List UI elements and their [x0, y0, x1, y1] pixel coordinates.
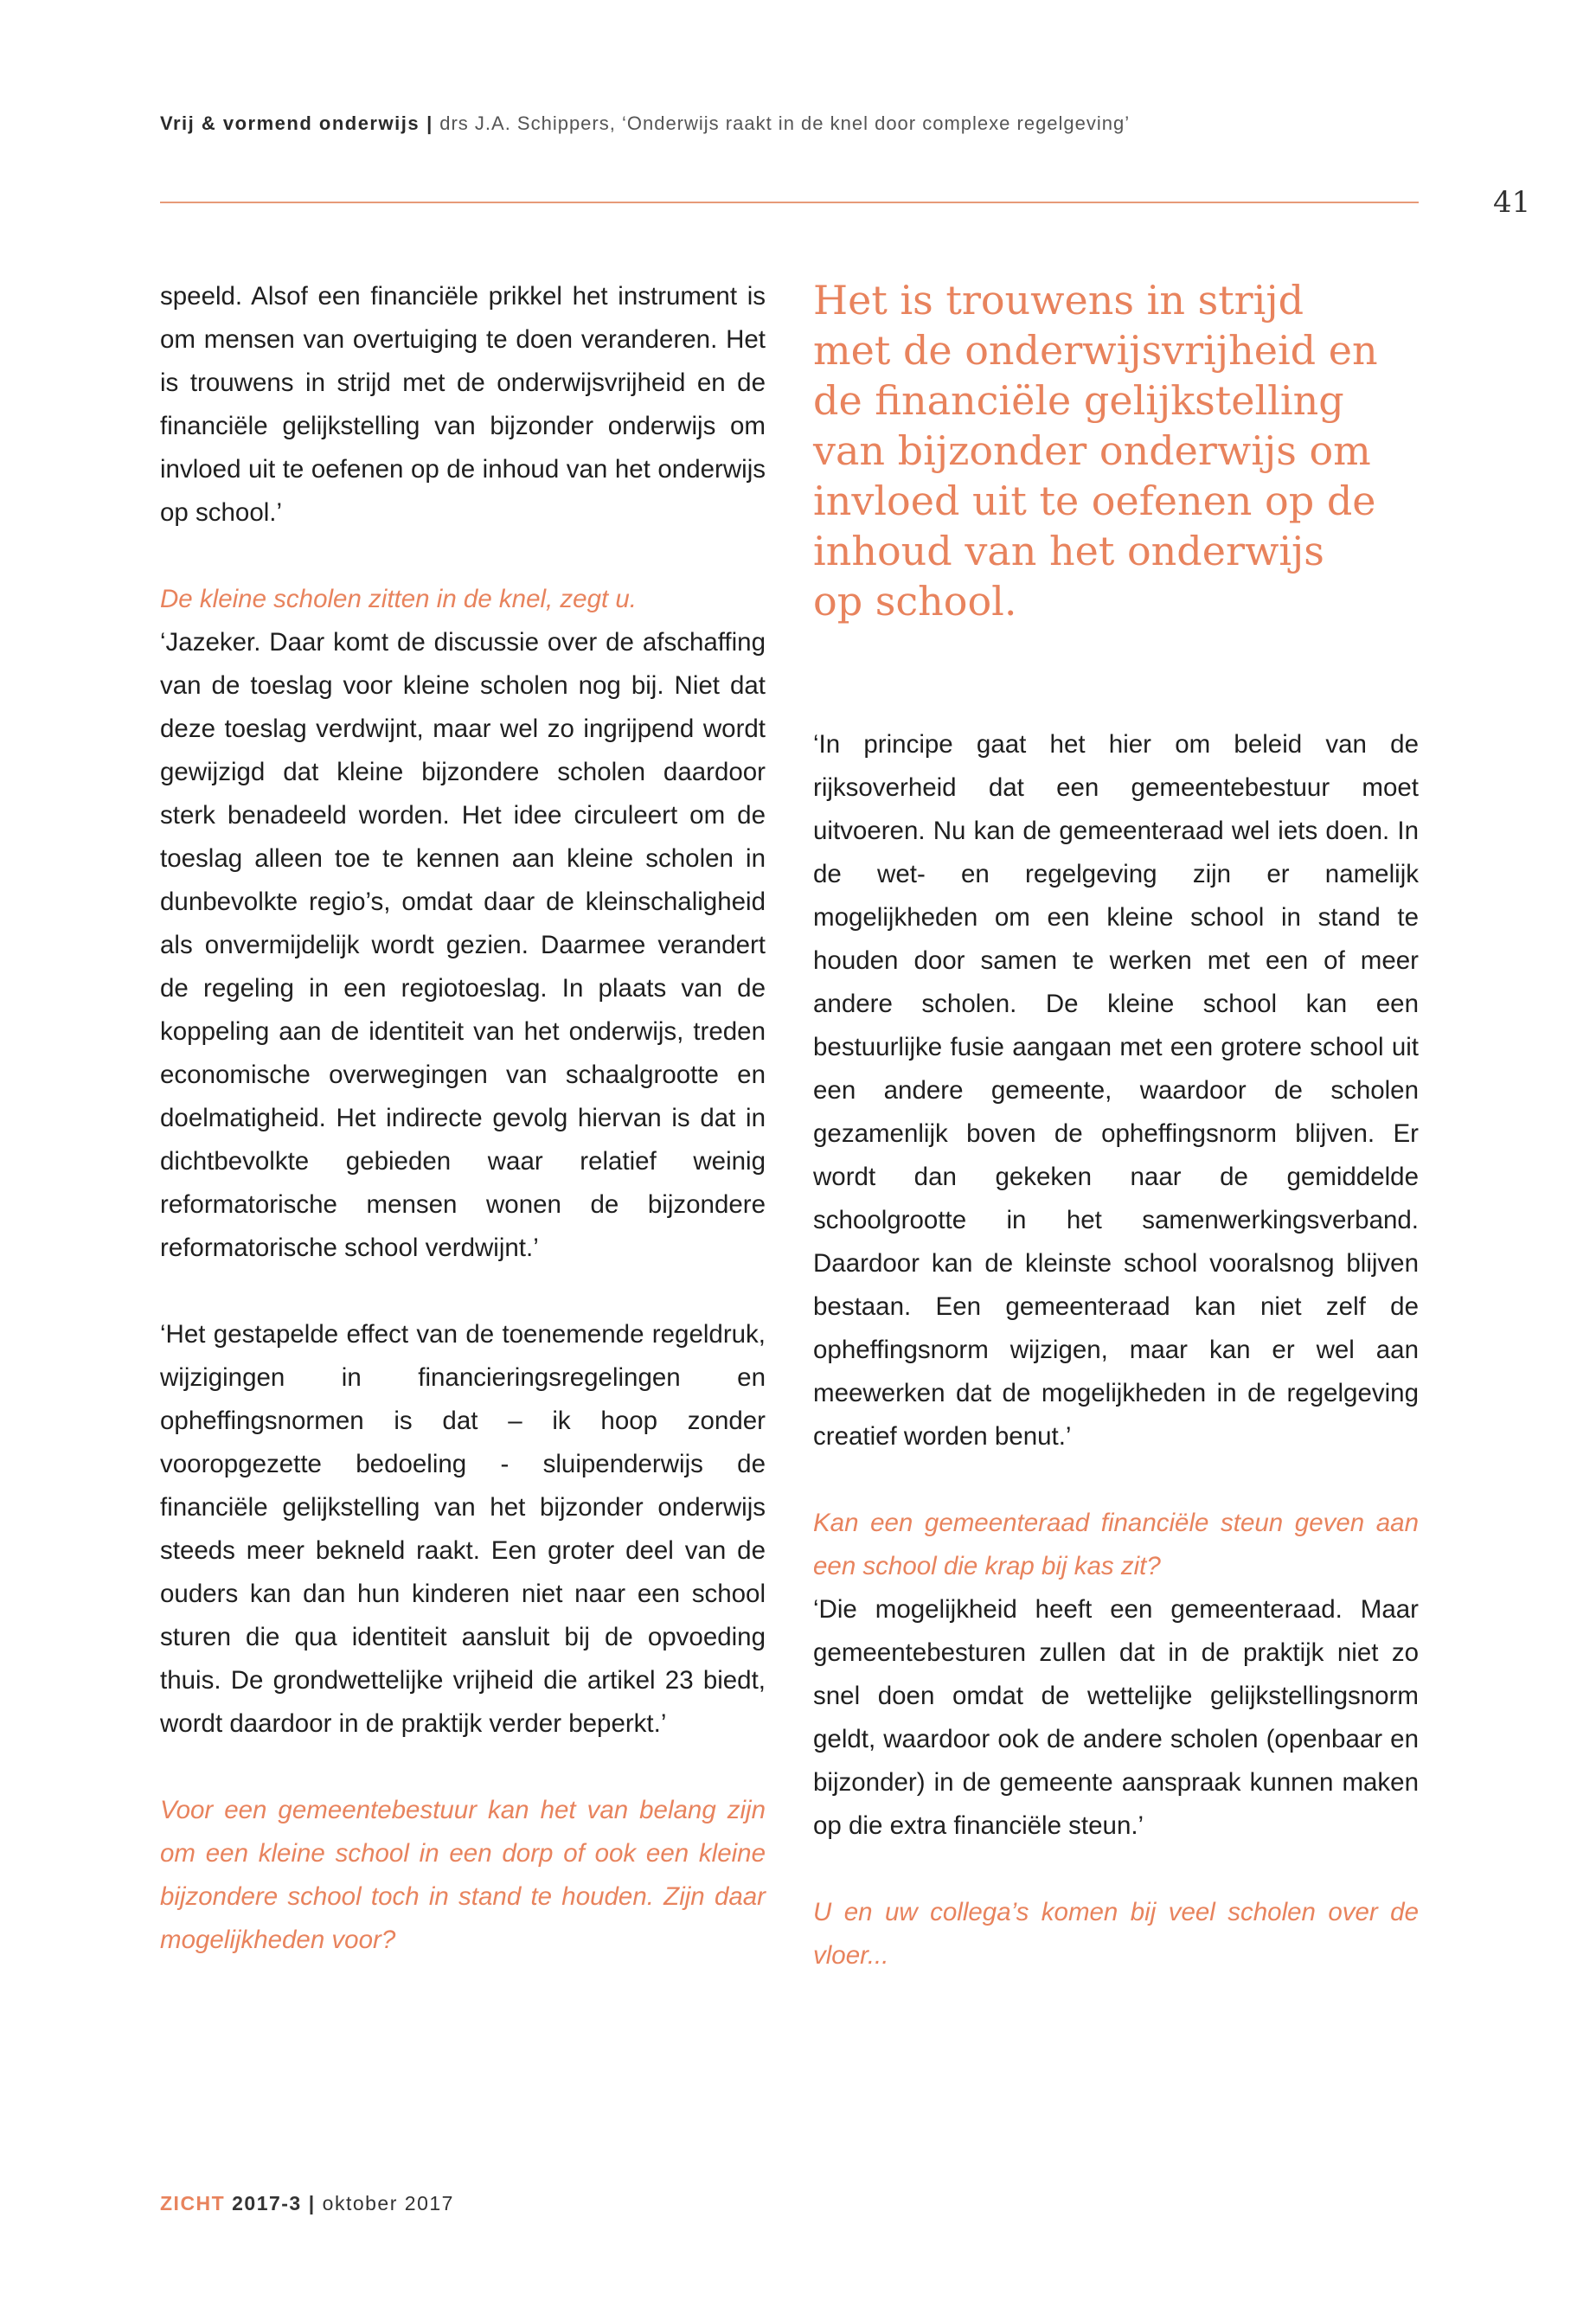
body-paragraph: ‘Die mogelijkheid heeft een gemeenteraad. Maar gemeentebesturen zullen dat in de praktijk niet zo snel doen omdat de wettelijke gelijkstellingsnorm geldt, waardoor ook de andere scholen (openbaar en bijzonder) in de gemeente aanspraak kunnen maken op die extra financiële steun.’ — [813, 1595, 1419, 1840]
footer-date: oktober 2017 — [322, 2192, 454, 2214]
pull-quote: Het is trouwens in strijd met de onderwijsvrijheid en de financiële gelijkstelling van bijzonder onderwijs om invloed uit te oefenen op de inhoud van het onderwijs op school. — [813, 277, 1378, 625]
footer-issue: 2017-3 — [232, 2192, 302, 2214]
interview-question: Kan een gemeenteraad financiële steun geven aan een school die krap bij kas zit? — [813, 1509, 1419, 1580]
header-article-subtitle: drs J.A. Schippers, ‘Onderwijs raakt in de knel door complexe regelgeving’ — [439, 112, 1131, 134]
left-column — [160, 275, 766, 1962]
body-paragraph: speeld. Alsof een financiële prikkel het instrument is om mensen van overtuiging te doen veranderen. Het is trouwens in strijd met de onderwijsvrijheid en de financiële gelijkstelling van bijzonder onderwijs om invloed uit te oefenen op de inhoud van het onderwijs op school.’ — [160, 282, 766, 527]
interview-question: De kleine scholen zitten in de knel, zegt u. — [160, 585, 637, 613]
header-separator: | — [426, 112, 433, 134]
page-number: 41 — [1493, 185, 1531, 220]
page-footer — [160, 2192, 454, 2215]
header-section-title: Vrij & vormend onderwijs — [160, 112, 420, 134]
footer-separator: | — [308, 2192, 316, 2214]
body-paragraph: ‘Jazeker. Daar komt de discussie over de afschaffing van de toeslag voor kleine scholen nog bij. Niet dat deze toeslag verdwijnt, maar wel zo ingrijpend wordt gewijzigd dat kleine bijzondere scholen daardoor sterk benadeeld worden. Het idee circuleert om de toeslag alleen toe te kennen aan kleine scholen in dunbevolkte regio’s, omdat daar de kleinschaligheid als onvermijdelijk wordt gezien. Daarmee verandert de regeling in een regiotoeslag. In plaats van de koppeling aan de identiteit van het onderwijs, treden economische overwegingen van schaalgrootte en doelmatigheid. Het indirecte gevolg hiervan is dat in dichtbevolkte gebieden waar relatief weinig reformatorische mensen wonen de bijzondere reformatorische school verdwijnt.’ — [160, 628, 766, 1262]
header-divider-line — [160, 202, 1419, 203]
interview-question: U en uw collega’s komen bij veel scholen over de vloer... — [813, 1898, 1419, 1970]
right-column — [813, 275, 1419, 1977]
interview-question: Voor een gemeentebestuur kan het van belang zijn om een kleine school in een dorp of ook een kleine bijzondere school toch in stand te houden. Zijn daar mogelijkheden voor? — [160, 1796, 766, 1954]
footer-magazine-name: ZICHT — [160, 2192, 226, 2214]
running-header — [160, 112, 1130, 135]
body-paragraph: ‘In principe gaat het hier om beleid van de rijksoverheid dat een gemeentebestuur moet uitvoeren. Nu kan de gemeenteraad wel iets doen. In de wet- en regelgeving zijn er namelijk mogelijkheden om een kleine school in stand te houden door samen te werken met een of meer andere scholen. De kleine school kan een bestuurlijke fusie aangaan met een grotere school uit een andere gemeente, waardoor de scholen gezamenlijk boven de opheffingsnorm blijven. Er wordt dan gekeken naar de gemiddelde schoolgrootte in het samenwerkingsverband. Daardoor kan de kleinste school vooralsnog blijven bestaan. Een gemeenteraad kan niet zelf de opheffingsnorm wijzigen, maar kan er wel aan meewerken dat de mogelijkheden in de regelgeving creatief worden benut.’ — [813, 730, 1419, 1451]
body-paragraph: ‘Het gestapelde effect van de toenemende regeldruk, wijzigingen in financieringsregelingen en opheffingsnormen is dat – ik hoop zonder vooropgezette bedoeling - sluipenderwijs de financiële gelijkstelling van het bijzonder onderwijs steeds meer bekneld raakt. Een groter deel van de ouders kan dan hun kinderen niet naar een school sturen die qua identiteit aansluit bij de opvoeding thuis. De grondwettelijke vrijheid die artikel 23 biedt, wordt daardoor in de praktijk verder beperkt.’ — [160, 1320, 766, 1738]
